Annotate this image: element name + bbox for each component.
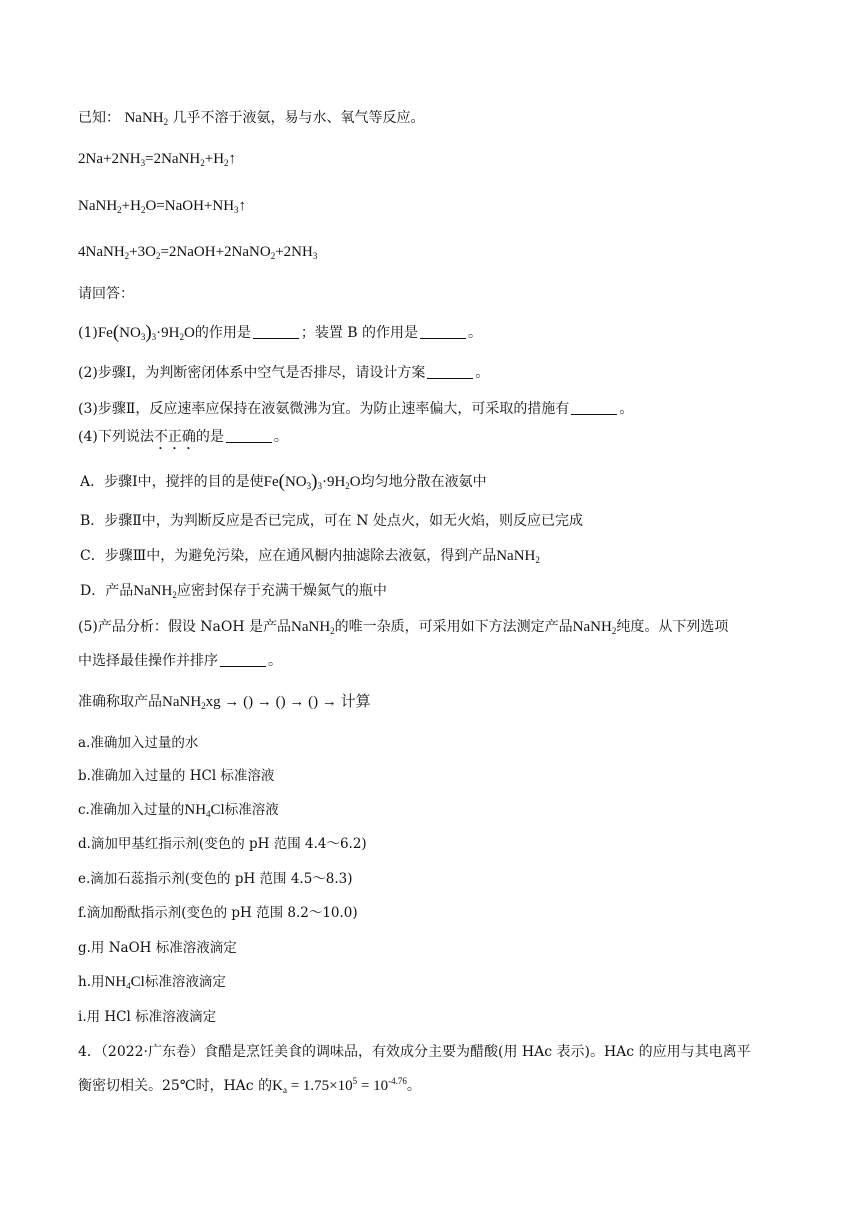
question-2: (2)步骤Ⅰ，为判断密闭体系中空气是否排尽，请设计方案 。 [78,365,490,381]
option-d: D．产品NaNH$_2$应密封保存于充满干燥氮气的瓶中 [80,583,387,600]
equation-2: $NaNH_2+H_2O=NaOH+NH_3↑$ [78,198,247,215]
step-i: i.用 HCl 标准溶液滴定 [78,1009,217,1025]
step-f: f.滴加酚酞指示剂(变色的 pH 范围 8.2～10.0) [78,905,358,921]
question-3: (3)步骤Ⅱ，反应速率应保持在液氨微沸为宜。为防止速率偏大，可采取的措施有 。 [78,401,634,417]
question-5-line-1: (5)产品分析：假设 NaOH 是产品NaNH$_2$的唯一杂质，可采用如下方法测定产品NaNH$_2$纯度。从下列选项 [78,619,729,636]
formula-nanh2: NaNH$_2$ [162,694,206,711]
formula-ferric-nitrate: $Fe(NO_3)_3\cdot 9H_2O$ [263,471,361,492]
step-e: e.滴加石蕊指示剂(变色的 pH 范围 4.5～8.3) [78,871,353,887]
answer-intro: 请回答： [78,286,134,302]
step-a: a.准确加入过量的水 [78,735,199,751]
step-b: b.准确加入过量的 HCl 标准溶液 [78,768,275,784]
equation-1: $2Na+2NH_3=2NaNH_2+H_2↑$ [78,151,237,168]
question-4-stem-line-2: 衡密切相关。25℃时，HAc 的$K_a = 1.75\times 10^5 = 10^{-4.76}$。 [78,1076,421,1095]
formula-nanh2: NaNH$_2$ [572,619,617,636]
formula-nanh2: NaNH$_2$ [496,548,540,565]
option-b: B．步骤Ⅱ中，为判断反应是否已完成，可在 N 处点火，如无火焰，则反应已完成 [80,513,583,529]
answer-blank [571,402,617,415]
weighing-sequence: 准确称取产品NaNH$_2$xg → () → () → () → 计算 [78,694,371,711]
answer-blank [226,430,272,443]
option-a: A．步骤Ⅰ中，搅拌的目的是使$Fe(NO_3)_3\cdot 9H_2O$均匀地分散在液氨中 [80,471,487,492]
question-4: (4)下列说法不正确的是 。 [78,429,288,445]
answer-blank [427,366,473,379]
step-g: g.用 NaOH 标准溶液滴定 [78,940,237,956]
question-1: $(1)Fe(NO_3)_3\cdot 9H_2O$的作用是 ；装置 B 的作用是 。 [78,322,483,343]
step-c: c.准确加入过量的$NH_4Cl$标准溶液 [78,802,279,819]
question-5-line-2: 中选择最佳操作并排序 。 [78,653,282,669]
known-line: 已知： NaNH$_2$ 几乎不溶于液氨，易与水、氧气等反应。 [78,110,425,127]
question-4-stem-line-1: 4．（2022·广东卷）食醋是烹饪美食的调味品，有效成分主要为醋酸(用 HAc 表示)。HAc 的应用与其电离平 [78,1044,751,1060]
formula-nanh2: NaNH$_2$ [291,619,335,636]
formula-nanh2: NaNH$_2$ [133,583,177,600]
equation-3: $4NaNH_2+3O_2=2NaOH+2NaNO_2+2NH_3$ [78,244,318,261]
formula-ferric-nitrate: $Fe(NO_3)_3\cdot 9H_2O$ [97,322,195,343]
emphasis-not-correct: 不正确 [153,429,196,445]
answer-blank [420,326,466,339]
formula-nanh2: NaNH$_2$ [124,110,169,127]
option-c: C．步骤Ⅲ中，为避免污染，应在通风橱内抽滤除去液氨，得到产品NaNH$_2$ [80,548,540,565]
answer-blank [253,326,299,339]
step-d: d.滴加甲基红指示剂(变色的 pH 范围 4.4～6.2) [78,836,367,852]
answer-blank [220,654,266,667]
formula-ka-value: $K_a = 1.75\times 10^5 = 10^{-4.76}$ [272,1076,407,1095]
formula-nh4cl: $NH_4Cl$ [184,802,225,819]
step-h: h.用$NH_4Cl$标准溶液滴定 [78,974,226,991]
formula-nh4cl: $NH_4Cl$ [104,974,145,991]
